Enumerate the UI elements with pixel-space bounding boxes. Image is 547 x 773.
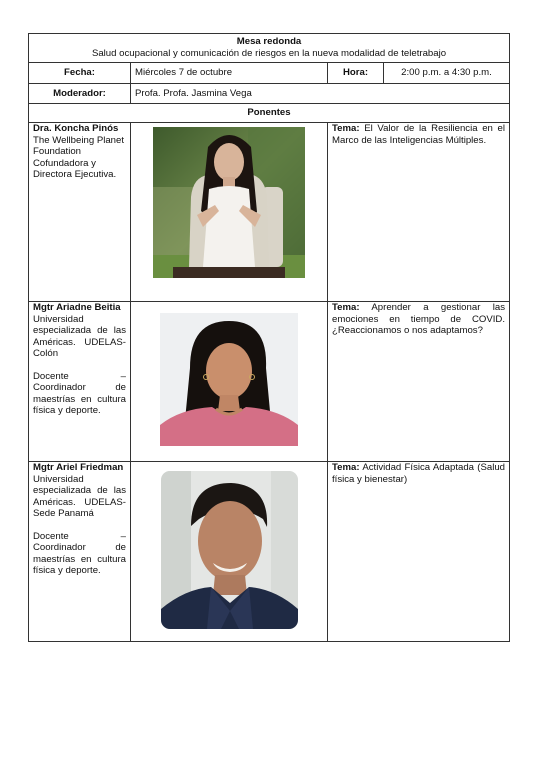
- tema-text: El Valor de la Resiliencia en el Marco de las Inteligencias Múltiples.: [332, 123, 506, 146]
- speaker-info: [29, 123, 131, 302]
- hora-value: 2:00 p.m. a 4:30 p.m.: [384, 63, 510, 84]
- tema-label: Tema:: [332, 302, 360, 313]
- speaker-photo-cell: [131, 302, 328, 462]
- event-title: Mesa redonda: [236, 36, 302, 47]
- speaker-role: Docente – Coordinador de maestrías en cultura física y deporte.: [33, 530, 126, 576]
- moderator-row: [29, 84, 510, 104]
- moderador-value: Profa. Profa. Jasmina Vega: [131, 84, 510, 104]
- program-table: [28, 33, 510, 642]
- speaker-row: [29, 462, 510, 642]
- speaker-info: [29, 302, 131, 462]
- title-row: [29, 34, 510, 63]
- speaker-photo-ariel: [161, 471, 298, 629]
- speaker-name: Mgtr Ariadne Beitia: [33, 302, 121, 313]
- speaker-photo-ariadne: [160, 313, 298, 446]
- tema-text: Actividad Física Adaptada (Salud física y bienestar): [332, 462, 506, 485]
- speaker-row: [29, 302, 510, 462]
- speaker-affiliation: Universidad especializada de las Américas. UDELAS-Sede Panamá: [33, 473, 126, 519]
- tema-label: Tema:: [332, 123, 360, 134]
- speaker-name: Mgtr Ariel Friedman: [33, 462, 124, 473]
- date-row: [29, 63, 510, 84]
- ponentes-label: Ponentes: [29, 104, 510, 123]
- speaker-topic: [328, 302, 510, 462]
- speaker-topic: [328, 123, 510, 302]
- speaker-row: [29, 123, 510, 302]
- fecha-label: Fecha:: [29, 63, 131, 84]
- speaker-affiliation: The Wellbeing Planet Foundation: [33, 134, 125, 157]
- ponentes-header-row: [29, 104, 510, 123]
- tema-label: Tema:: [332, 462, 360, 473]
- title-cell: [29, 34, 510, 63]
- speaker-photo-koncha: [153, 127, 305, 278]
- hora-label: Hora:: [328, 63, 384, 84]
- fecha-value: Miércoles 7 de octubre: [131, 63, 328, 84]
- speaker-topic: [328, 462, 510, 642]
- speaker-info: [29, 462, 131, 642]
- speaker-name: Dra. Koncha Pinós: [33, 123, 119, 134]
- speaker-photo-cell: [131, 462, 328, 642]
- speaker-role: Cofundadora y Directora Ejecutiva.: [33, 157, 117, 180]
- moderador-label: Moderador:: [29, 84, 131, 104]
- tema-text: Aprender a gestionar las emociones en tiempo de COVID. ¿Reaccionamos o nos adaptamos?: [332, 302, 506, 336]
- event-subtitle: Salud ocupacional y comunicación de riesgos en la nueva modalidad de teletrabajo: [91, 47, 447, 59]
- speaker-role: Docente – Coordinador de maestrías en cultura física y deporte.: [33, 370, 126, 416]
- speaker-affiliation: Universidad especializada de las Américas. UDELAS-Colón: [33, 313, 126, 359]
- speaker-photo-cell: [131, 123, 328, 302]
